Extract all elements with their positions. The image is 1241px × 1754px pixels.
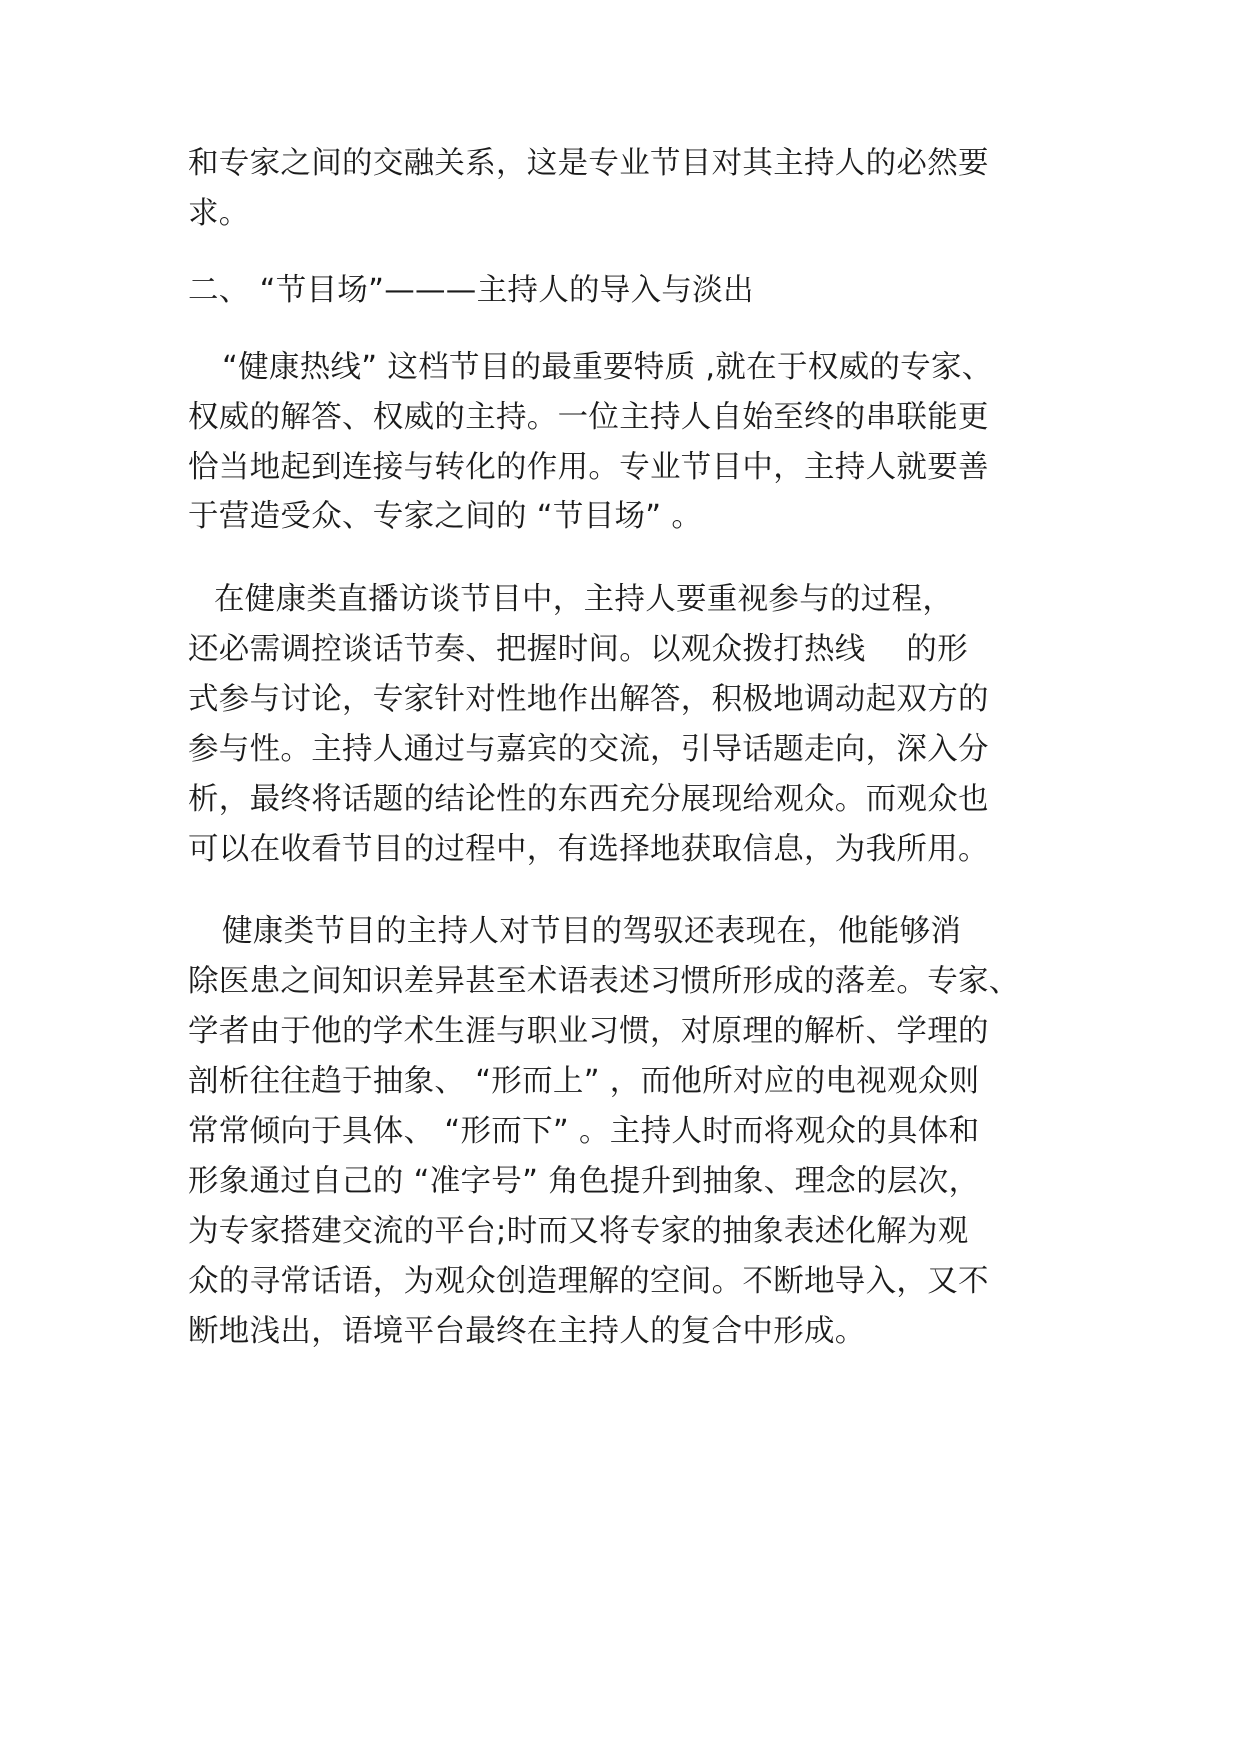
paragraph-1-line-2: 求。 bbox=[188, 196, 250, 231]
paragraph-2-line-3: 恰当地起到连接与转化的作用。专业节目中，主持人就要善 bbox=[188, 450, 989, 485]
paragraph-3-line-6: 可以在收看节目的过程中，有选择地获取信息，为我所用。 bbox=[188, 832, 989, 867]
paragraph-4-line-5: 常常倾向于具体、 “形而下” 。主持人时而将观众的具体和 bbox=[188, 1114, 980, 1149]
paragraph-4-line-7: 为专家搭建交流的平台;时而又将专家的抽象表述化解为观 bbox=[188, 1214, 969, 1249]
paragraph-4-line-8: 众的寻常话语，为观众创造理解的空间。不断地导入，又不 bbox=[188, 1264, 989, 1299]
paragraph-3-line-4: 参与性。主持人通过与嘉宾的交流，引导话题走向，深入分 bbox=[188, 732, 989, 767]
paragraph-4-line-4: 剖析往往趋于抽象、 “形而上” ，而他所对应的电视观众则 bbox=[188, 1064, 980, 1099]
paragraph-3-line-2: 还必需调控谈话节奏、把握时间。以观众拨打热线 的形 bbox=[188, 632, 968, 667]
section-heading: 二、 “节目场”———主持人的导入与淡出 bbox=[188, 273, 754, 308]
paragraph-2-line-2: 权威的解答、权威的主持。一位主持人自始至终的串联能更 bbox=[188, 400, 989, 435]
paragraph-4-line-6: 形象通过自己的 “准字号” 角色提升到抽象、理念的层次， bbox=[188, 1164, 980, 1199]
paragraph-4-line-2: 除医患之间知识差异甚至术语表述习惯所形成的落差。专家、 bbox=[188, 964, 1020, 999]
paragraph-2-line-1: “健康热线” 这档节目的最重要特质 ,就在于权威的专家、 bbox=[222, 350, 993, 385]
paragraph-4-line-9: 断地浅出，语境平台最终在主持人的复合中形成。 bbox=[188, 1314, 866, 1349]
paragraph-4-line-3: 学者由于他的学术生涯与职业习惯，对原理的解析、学理的 bbox=[188, 1014, 989, 1049]
paragraph-3-line-5: 析，最终将话题的结论性的东西充分展现给观众。而观众也 bbox=[188, 782, 989, 817]
paragraph-2-line-4: 于营造受众、专家之间的 “节目场” 。 bbox=[188, 499, 703, 534]
paragraph-3-line-3: 式参与讨论，专家针对性地作出解答，积极地调动起双方的 bbox=[188, 682, 989, 717]
paragraph-4-line-1: 健康类节目的主持人对节目的驾驭还表现在，他能够消 bbox=[222, 914, 962, 949]
paragraph-1-line-1: 和专家之间的交融关系，这是专业节目对其主持人的必然要 bbox=[188, 146, 989, 181]
paragraph-3-line-1: 在健康类直播访谈节目中，主持人要重视参与的过程， bbox=[214, 582, 954, 617]
